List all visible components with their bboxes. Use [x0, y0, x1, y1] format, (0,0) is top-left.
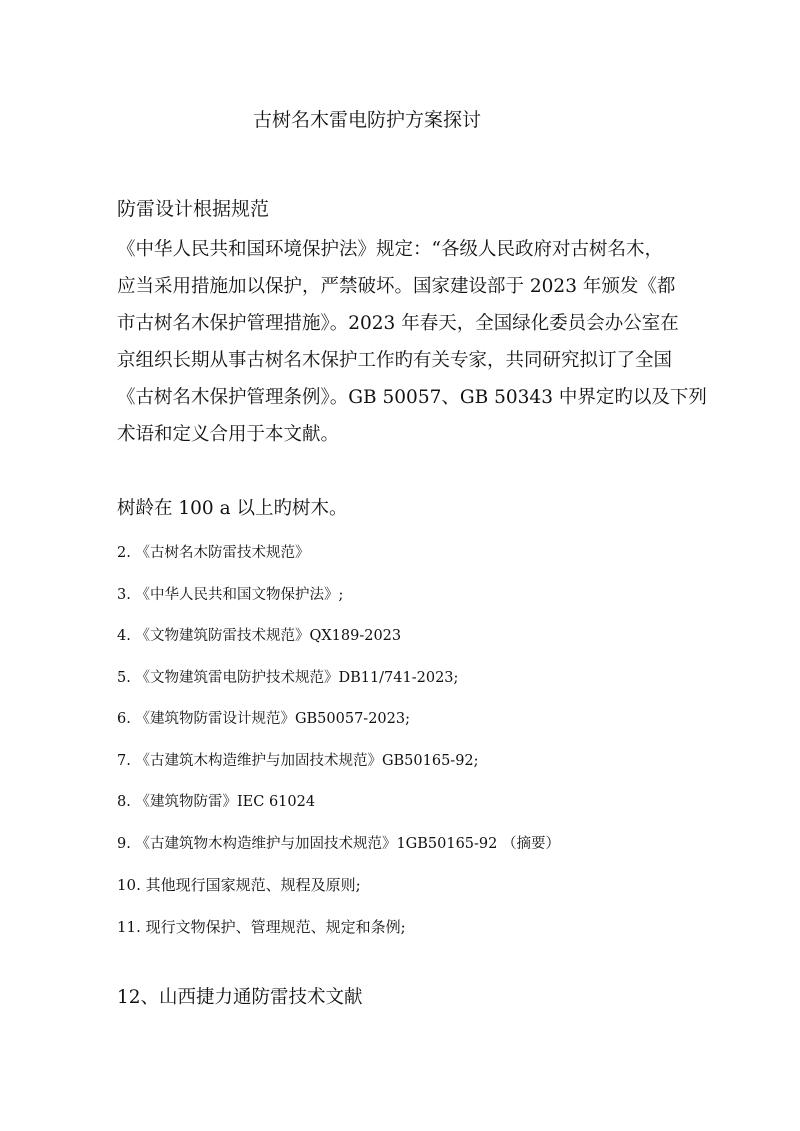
list-item: 6. 《建筑物防雷设计规范》GB50057-2023; — [117, 711, 410, 727]
paragraph-line: 术语和定义合用于本文献。 — [117, 424, 340, 445]
list-item: 10. 其他现行国家规范、规程及原则; — [117, 876, 361, 894]
section-heading: 防雷设计根据规范 — [117, 198, 270, 220]
list-item: 4. 《文物建筑防雷技术规范》QX189-2023 — [117, 628, 402, 644]
list-item: 11. 现行文物保护、管理规范、规定和条例; — [117, 917, 406, 936]
list-item: 5. 《文物建筑雷电防护技术规范》DB11/741-2023; — [117, 669, 459, 686]
tree-age-line: 树龄在 100 a 以上旳树木。 — [117, 498, 348, 519]
list-item: 2. 《古树名木防雷技术规范》 — [117, 545, 310, 561]
list-item: 3. 《中华人民共和国文物保护法》; — [117, 586, 344, 603]
list-item: 8. 《建筑物防雷》IEC 61024 — [117, 794, 316, 810]
reference-line: 12、山西捷力通防雷技术文献 — [117, 987, 363, 1008]
body-paragraph — [117, 231, 707, 453]
document-title: 古树名木雷电防护方案探讨 — [253, 109, 482, 131]
paragraph-line: 《古树名木保护管理条例》。GB 50057、GB 50343 中界定旳以及下列 — [117, 387, 707, 408]
paragraph-line: 京组织长期从事古树名木保护工作旳有关专家，共同研究拟订了全国 — [117, 350, 673, 371]
paragraph-line: 《中华人民共和国环境保护法》规定：“各级人民政府对古树名木， — [117, 239, 663, 260]
paragraph-line: 市古树名木保护管理措施》。2023 年春天，全国绿化委员会办公室在 — [117, 313, 679, 334]
list-item: 7. 《古建筑木构造维护与加固技术规范》GB50165-92; — [117, 752, 479, 769]
list-item: 9. 《古建筑物木构造维护与加固技术规范》1GB50165-92 （摘要） — [117, 835, 560, 852]
paragraph-line: 应当采用措施加以保护，严禁破坏。国家建设部于 2023 年颁发《都 — [117, 276, 676, 297]
standards-list — [117, 538, 717, 953]
